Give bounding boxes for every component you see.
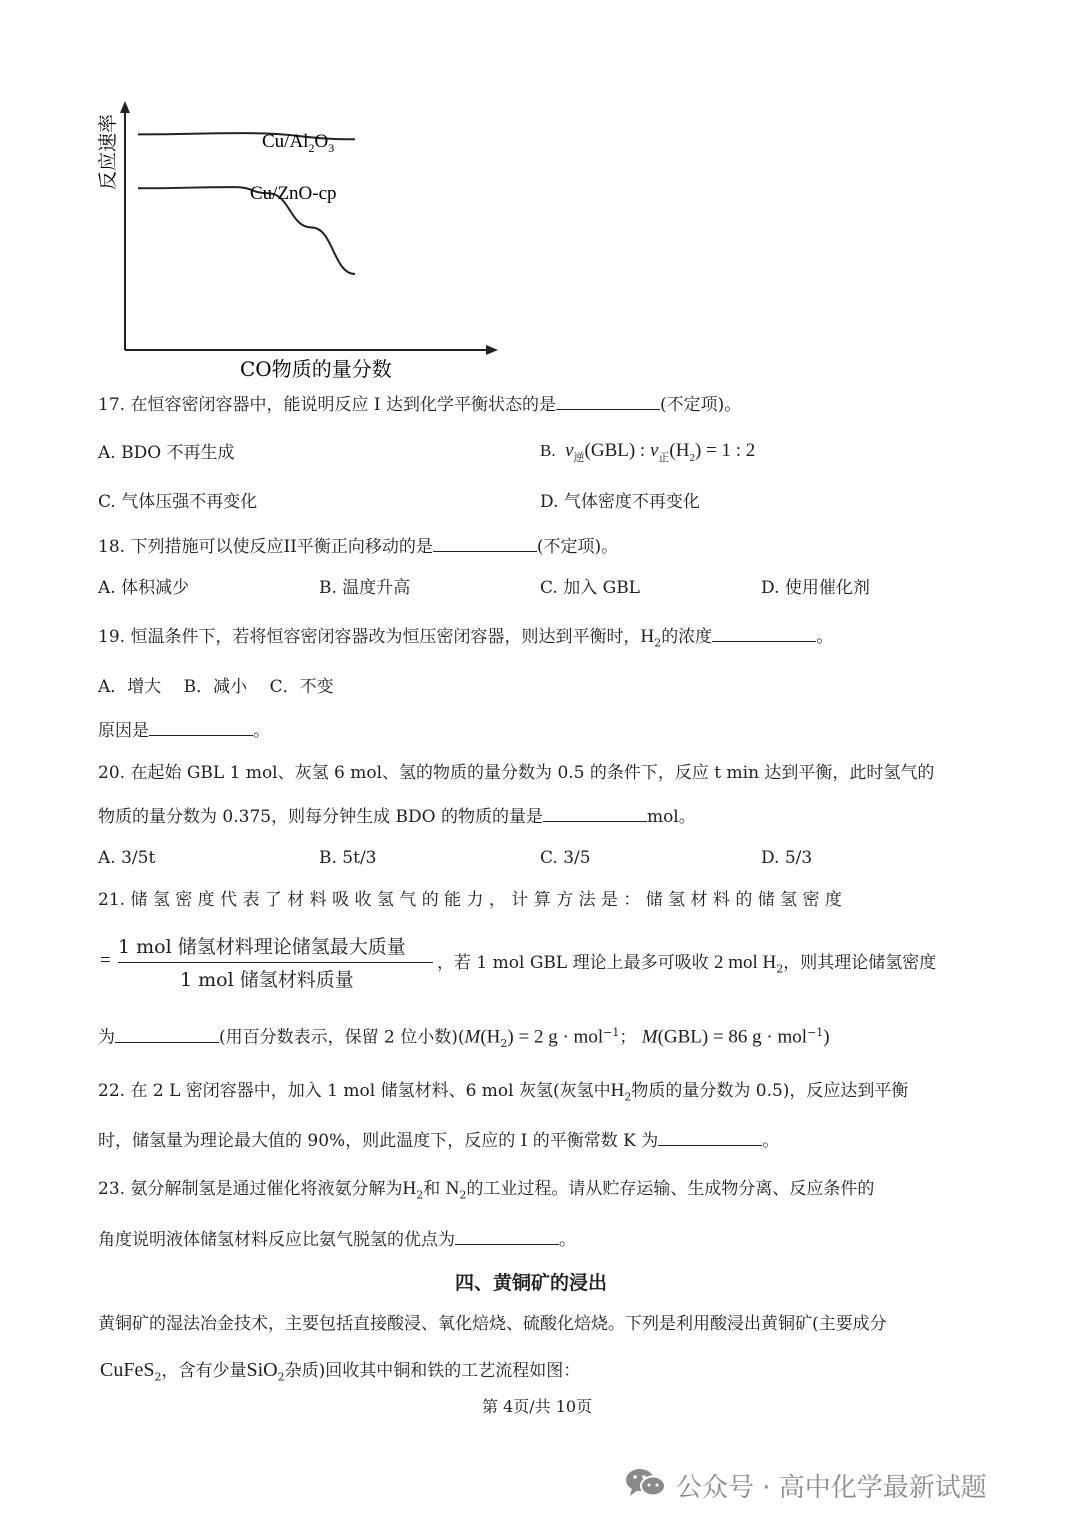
q23-answer-blank[interactable] <box>455 1228 559 1245</box>
x-axis-label: CO物质的量分数 <box>240 357 392 381</box>
q19-reason: 原因是 。 <box>98 721 270 741</box>
q18-answer-blank[interactable] <box>433 535 537 552</box>
q22-line2: 时，储氢量为理论最大值的 90%，则此温度下，反应的 I 的平衡常数 K 为 。 <box>98 1131 780 1151</box>
page-footer: 第 4页/共 10页 <box>482 1397 593 1416</box>
y-axis-arrow <box>120 101 130 113</box>
q20-line1: 20. 在起始 GBL 1 mol、灰氢 6 mol、氢的物质的量分数为 0.5 的条件下，反应 t min 达到平衡，此时氢气的 <box>98 763 935 783</box>
q22-answer-blank[interactable] <box>658 1129 762 1146</box>
q20-option-b: B. 5t/3 <box>319 848 377 868</box>
q21-numerator: 1 mol 储氢材料理论储氢最大质量 <box>118 936 406 958</box>
q18-option-a: A. 体积减少 <box>98 578 190 598</box>
q21-equals: = <box>100 950 111 971</box>
q21-line3: 为 (用百分数表示，保留 2 位小数)($M(H_2) = 2$ g · mol$^{-1}$； M(GBL) = 86 g · mol$^{-1}$) <box>98 1026 830 1051</box>
q17-option-b: B. $v_逆(GBL)$ : $v_正(H_2) = 1$ : 2 <box>540 440 756 464</box>
q17-option-d: D. 气体密度不再变化 <box>540 492 700 512</box>
x-axis-arrow <box>486 345 498 355</box>
q21-denominator: 1 mol 储氢材料质量 <box>180 969 354 991</box>
q20-line2: 物质的量分数为 0.375，则每分钟生成 BDO 的物质的量是 mol。 <box>98 807 696 827</box>
q20-option-d: D. 5/3 <box>761 848 813 868</box>
q19-answer-blank[interactable] <box>712 625 816 642</box>
q21-line1: 21. 储 氢 密 度 代 表 了 材 料 吸 收 氢 气 的 能 力 ， 计 算 方 法 是 ： 储 氢 材 料 的 储 氢 密 度 <box>98 890 842 910</box>
section4-line2: CuFeS$_2$，含有少量SiO$_2$杂质)回收其中铜和铁的工艺流程如图： <box>100 1359 581 1384</box>
q18-option-b: B. 温度升高 <box>319 578 411 598</box>
q22-line1: 22. 在 2 L 密闭容器中，加入 1 mol 储氢材料、6 mol 灰氢(灰氢中$H_2$物质的量分数为 0.5)，反应达到平衡 <box>98 1080 909 1104</box>
section4-line1: 黄铜矿的湿法冶金技术，主要包括直接酸浸、氧化焙烧、硫酸化焙烧。下列是利用酸浸出黄铜矿(主要成分 <box>98 1314 887 1334</box>
q17-option-a: A. BDO 不再生成 <box>98 443 235 463</box>
q18-stem: 18. 下列措施可以使反应II平衡正向移动的是 (不定项)。 <box>98 537 619 557</box>
section4-title: 四、黄铜矿的浸出 <box>455 1272 608 1294</box>
q21-fraction-bar <box>118 962 433 963</box>
q19-options: A．增大 B．减小 C．不变 <box>98 677 334 697</box>
q20-answer-blank[interactable] <box>543 805 647 822</box>
q21-answer-blank[interactable] <box>115 1026 219 1043</box>
series-label-cu-zno-cp: Cu/ZnO-cp <box>250 183 337 204</box>
q19-reason-blank[interactable] <box>149 719 253 736</box>
q23-line1: 23. 氨分解制氢是通过催化将液氨分解为$H_2$和 $N_2$的工业过程。请从贮存运输、生成物分离、反应条件的 <box>98 1178 875 1202</box>
q17-stem: 17. 在恒容密闭容器中，能说明反应 I 达到化学平衡状态的是 (不定项)。 <box>98 395 742 415</box>
q19-stem: 19. 恒温条件下，若将恒容密闭容器改为恒压密闭容器，则达到平衡时，$H_2$的浓度 。 <box>98 626 834 650</box>
wechat-icon <box>624 1465 668 1501</box>
q17-answer-blank[interactable] <box>556 393 660 410</box>
q17-option-c: C. 气体压强不再变化 <box>98 492 258 512</box>
q21-line2-tail: ，若 1 mol GBL 理论上最多可吸收 2 mol $H_2$，则其理论储氢密度 <box>437 952 937 976</box>
series-label-cu-al2o3: $Cu/Al_2O_3$ <box>262 131 335 155</box>
q18-option-c: C. 加入 GBL <box>540 578 640 598</box>
q18-option-d: D. 使用催化剂 <box>761 578 870 598</box>
y-axis-label: 反应速率 <box>97 113 119 190</box>
q20-option-c: C. 3/5 <box>540 848 591 868</box>
watermark-text: 公众号 · 高中化学最新试题 <box>676 1473 987 1503</box>
q23-line2: 角度说明液体储氢材料反应比氨气脱氢的优点为 。 <box>98 1230 576 1250</box>
q20-option-a: A. 3/5t <box>98 848 156 868</box>
reaction-rate-chart <box>90 95 510 385</box>
